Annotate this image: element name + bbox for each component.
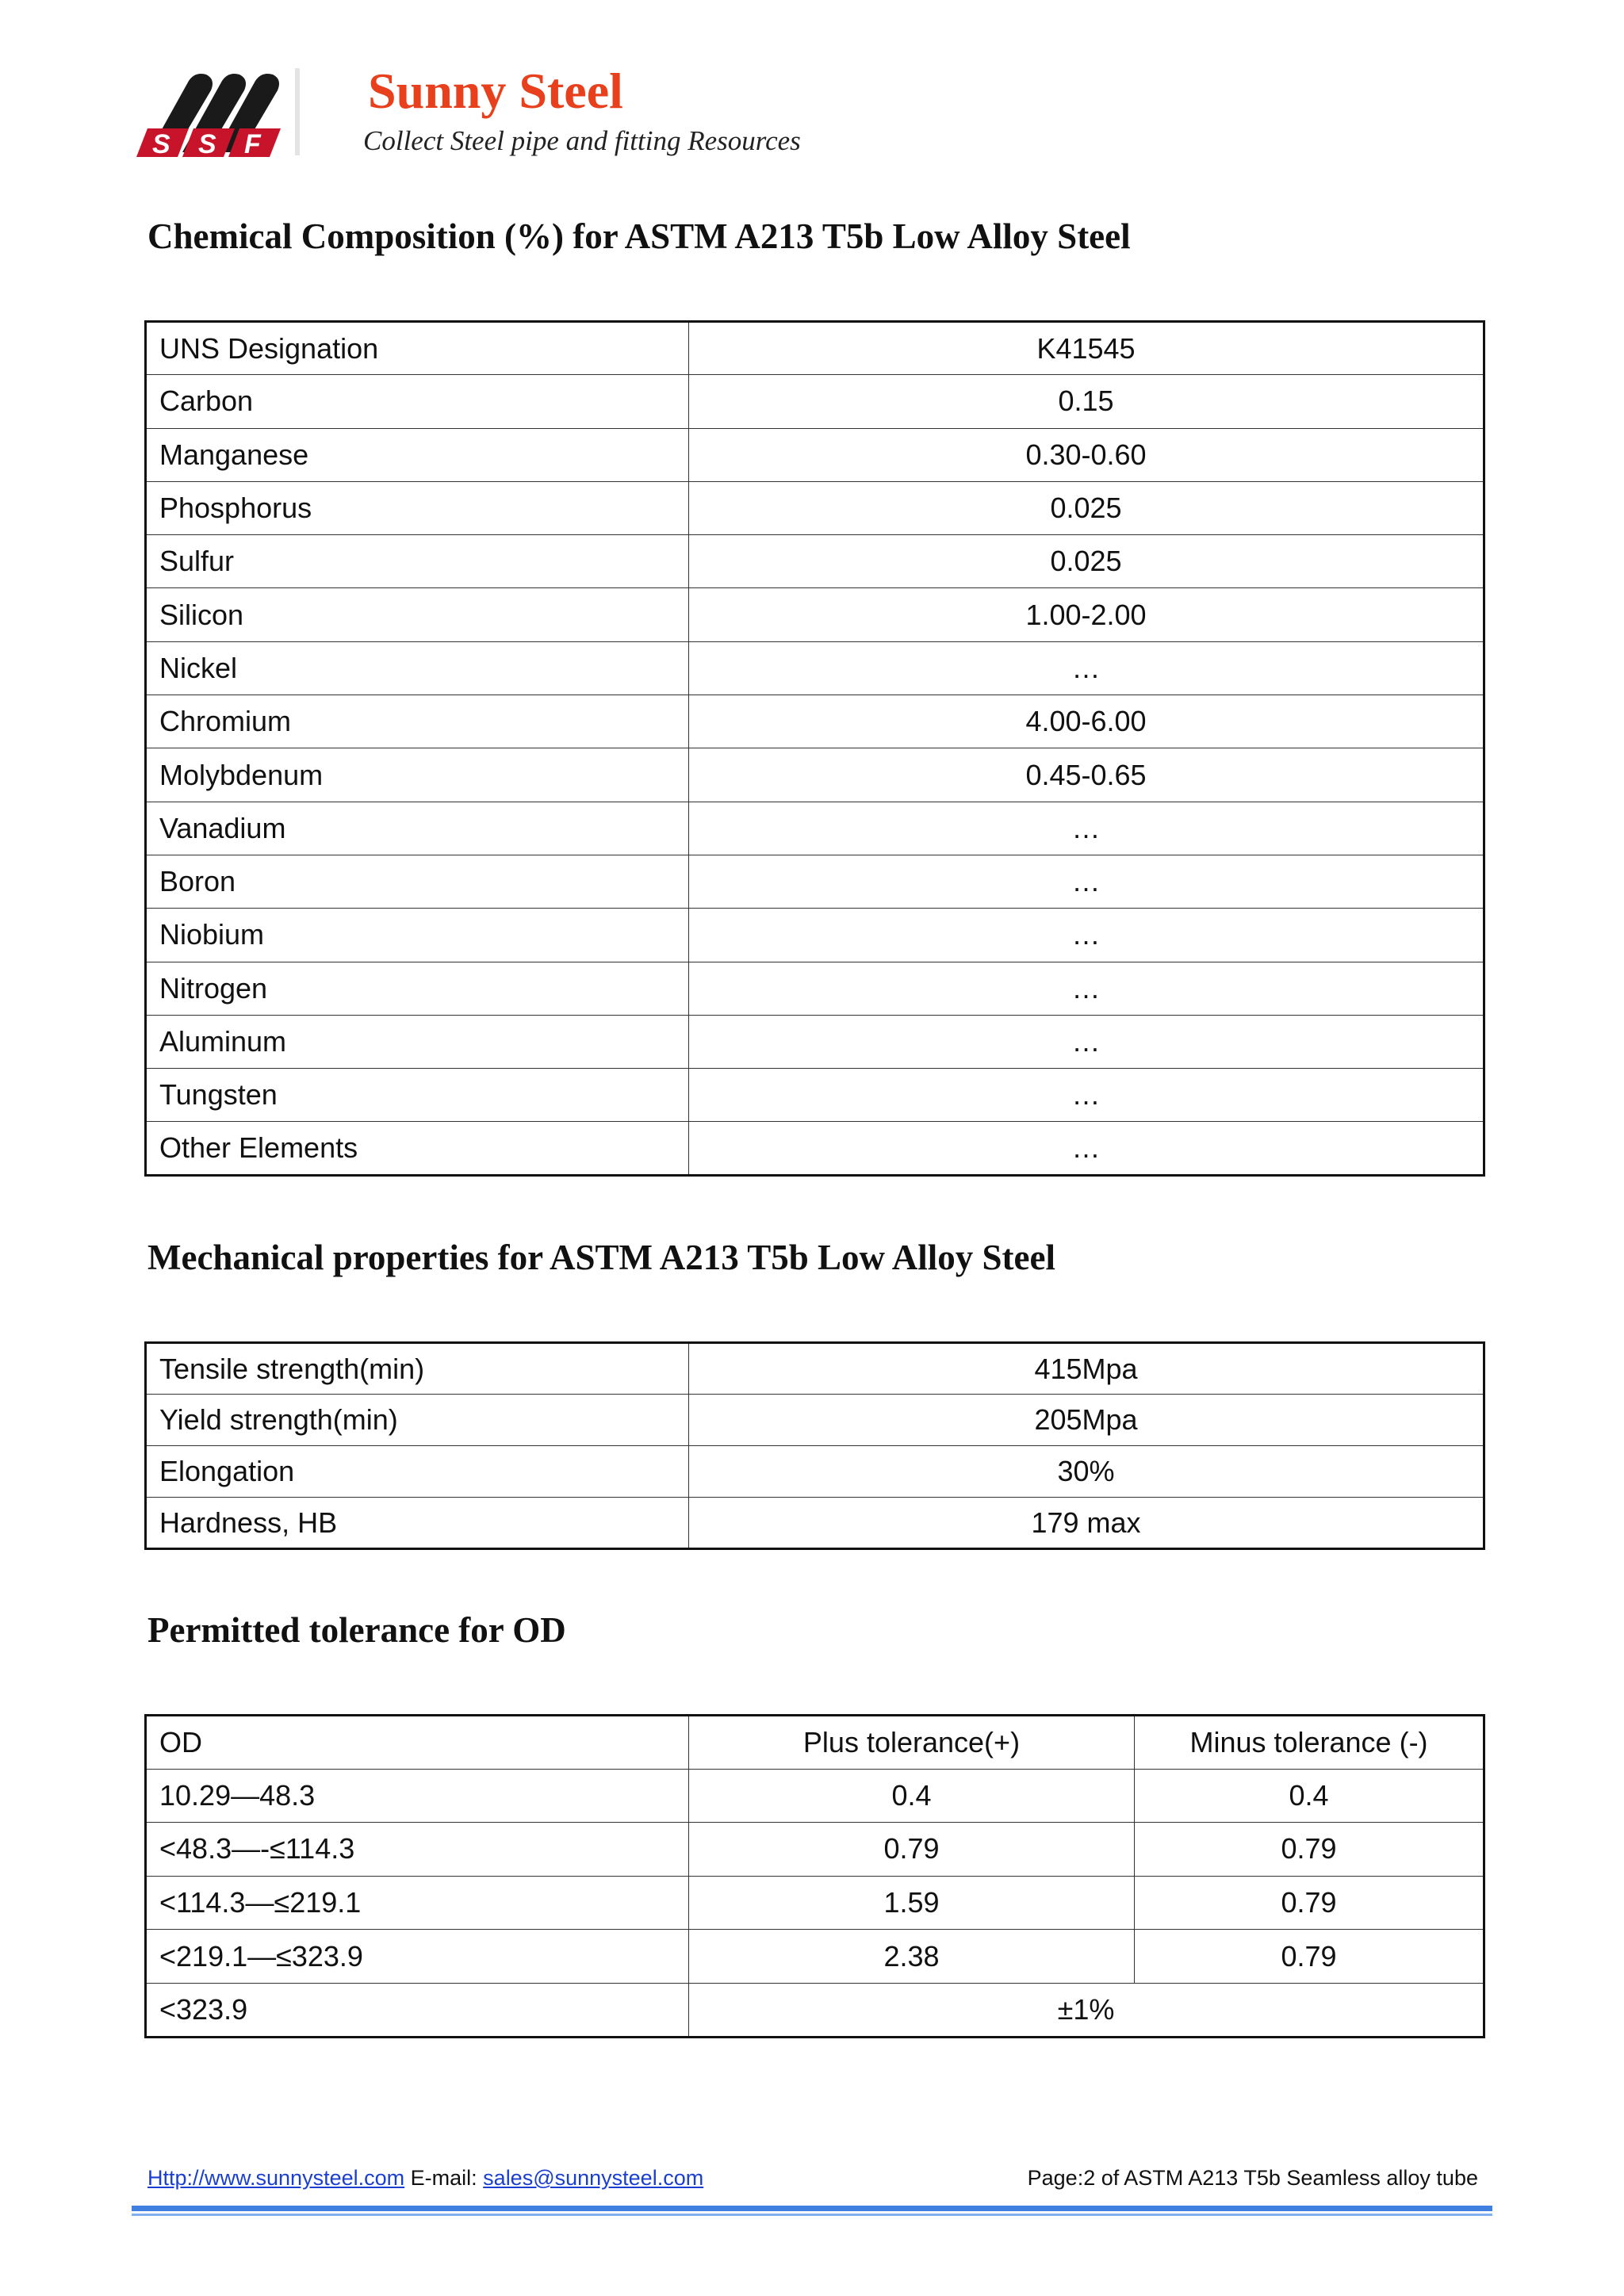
property-value: …: [689, 1122, 1484, 1175]
table-row: [146, 855, 1484, 908]
property-label: Nitrogen: [146, 962, 689, 1015]
property-label: Aluminum: [146, 1015, 689, 1068]
table-row: [146, 481, 1484, 534]
table-row: [146, 1876, 1484, 1930]
header-minus-tolerance: Minus tolerance (-): [1135, 1716, 1484, 1770]
property-label: Yield strength(min): [146, 1395, 689, 1446]
property-value: …: [689, 1015, 1484, 1068]
brand-tagline: Collect Steel pipe and fitting Resources: [363, 125, 801, 156]
brand-logo: [133, 63, 316, 159]
footer-rule: [132, 2206, 1492, 2211]
od-cell: <48.3—-≤114.3: [146, 1823, 689, 1877]
table-row: [146, 1069, 1484, 1122]
property-label: Carbon: [146, 375, 689, 428]
footer-rule-thin: [132, 2214, 1492, 2216]
table-row: [146, 428, 1484, 481]
plus-tolerance-cell: 1.59: [689, 1876, 1135, 1930]
od-cell: 10.29—48.3: [146, 1769, 689, 1823]
mechanical-title: Mechanical properties for ASTM A213 T5b Low Alloy Steel: [147, 1238, 1055, 1277]
tolerance-table: [144, 1714, 1485, 2038]
table-row: [146, 695, 1484, 748]
property-label: Sulfur: [146, 535, 689, 588]
property-label: Boron: [146, 855, 689, 908]
table-row: [146, 748, 1484, 802]
logo-letter-2: S: [198, 129, 216, 159]
header-od: OD: [146, 1716, 689, 1770]
table-row: [146, 962, 1484, 1015]
od-cell: <219.1—≤323.9: [146, 1930, 689, 1984]
table-row: [146, 802, 1484, 855]
property-label: UNS Designation: [146, 322, 689, 375]
header-plus-tolerance: Plus tolerance(+): [689, 1716, 1135, 1770]
table-row: [146, 375, 1484, 428]
od-cell: <323.9: [146, 1983, 689, 2037]
property-value: 0.45-0.65: [689, 748, 1484, 802]
property-value: …: [689, 1069, 1484, 1122]
property-label: Silicon: [146, 588, 689, 641]
table-row: [146, 588, 1484, 641]
table-row: [146, 1343, 1484, 1395]
table-row: [146, 1446, 1484, 1498]
tolerance-table-body: [146, 1769, 1484, 1983]
brand-name: Sunny Steel: [368, 63, 623, 119]
tolerance-header-row: [146, 1716, 1484, 1770]
property-value: 0.025: [689, 535, 1484, 588]
property-label: Molybdenum: [146, 748, 689, 802]
tolerance-value-cell: ±1%: [689, 1983, 1484, 2037]
table-row: [146, 641, 1484, 695]
footer-contact: [147, 2166, 703, 2191]
chemical-title: Chemical Composition (%) for ASTM A213 T5b Low Alloy Steel: [147, 216, 1131, 256]
website-link[interactable]: Http://www.sunnysteel.com: [147, 2166, 405, 2190]
table-row: [146, 1769, 1484, 1823]
table-row: [146, 1395, 1484, 1446]
property-value: …: [689, 962, 1484, 1015]
chemical-table: [144, 320, 1485, 1177]
table-row: [146, 1015, 1484, 1068]
table-row: [146, 1930, 1484, 1984]
property-label: Tensile strength(min): [146, 1343, 689, 1395]
logo-letter-1: S: [152, 129, 170, 159]
table-row: [146, 1498, 1484, 1549]
plus-tolerance-cell: 0.4: [689, 1769, 1135, 1823]
property-label: Phosphorus: [146, 481, 689, 534]
table-row: [146, 535, 1484, 588]
property-value: 415Mpa: [689, 1343, 1484, 1395]
minus-tolerance-cell: 0.79: [1135, 1930, 1484, 1984]
od-cell: <114.3—≤219.1: [146, 1876, 689, 1930]
plus-tolerance-cell: 2.38: [689, 1930, 1135, 1984]
property-label: Niobium: [146, 909, 689, 962]
email-link[interactable]: sales@sunnysteel.com: [483, 2166, 704, 2190]
property-label: Elongation: [146, 1446, 689, 1498]
logo-letter-3: F: [244, 129, 261, 159]
minus-tolerance-cell: 0.79: [1135, 1876, 1484, 1930]
property-label: Tungsten: [146, 1069, 689, 1122]
property-label: Hardness, HB: [146, 1498, 689, 1549]
table-row: [146, 322, 1484, 375]
property-value: 4.00-6.00: [689, 695, 1484, 748]
property-value: …: [689, 855, 1484, 908]
property-label: Nickel: [146, 641, 689, 695]
property-label: Other Elements: [146, 1122, 689, 1175]
chemical-table-body: [146, 322, 1484, 1176]
table-row: [146, 1823, 1484, 1877]
tolerance-last-row: [146, 1983, 1484, 2037]
property-value: 205Mpa: [689, 1395, 1484, 1446]
property-value: 0.30-0.60: [689, 428, 1484, 481]
table-row: [146, 909, 1484, 962]
property-value: …: [689, 641, 1484, 695]
page-info: Page:2 of ASTM A213 T5b Seamless alloy tube: [1027, 2166, 1478, 2190]
property-value: …: [689, 802, 1484, 855]
email-label: E-mail:: [410, 2166, 477, 2190]
mechanical-table: [144, 1341, 1485, 1550]
property-value: 30%: [689, 1446, 1484, 1498]
mechanical-table-body: [146, 1343, 1484, 1549]
property-label: Manganese: [146, 428, 689, 481]
property-label: Chromium: [146, 695, 689, 748]
property-value: 1.00-2.00: [689, 588, 1484, 641]
property-value: 179 max: [689, 1498, 1484, 1549]
property-value: 0.025: [689, 481, 1484, 534]
minus-tolerance-cell: 0.4: [1135, 1769, 1484, 1823]
property-label: Vanadium: [146, 802, 689, 855]
plus-tolerance-cell: 0.79: [689, 1823, 1135, 1877]
property-value: 0.15: [689, 375, 1484, 428]
tolerance-title: Permitted tolerance for OD: [147, 1610, 566, 1650]
minus-tolerance-cell: 0.79: [1135, 1823, 1484, 1877]
table-row: [146, 1122, 1484, 1175]
property-value: …: [689, 909, 1484, 962]
property-value: K41545: [689, 322, 1484, 375]
